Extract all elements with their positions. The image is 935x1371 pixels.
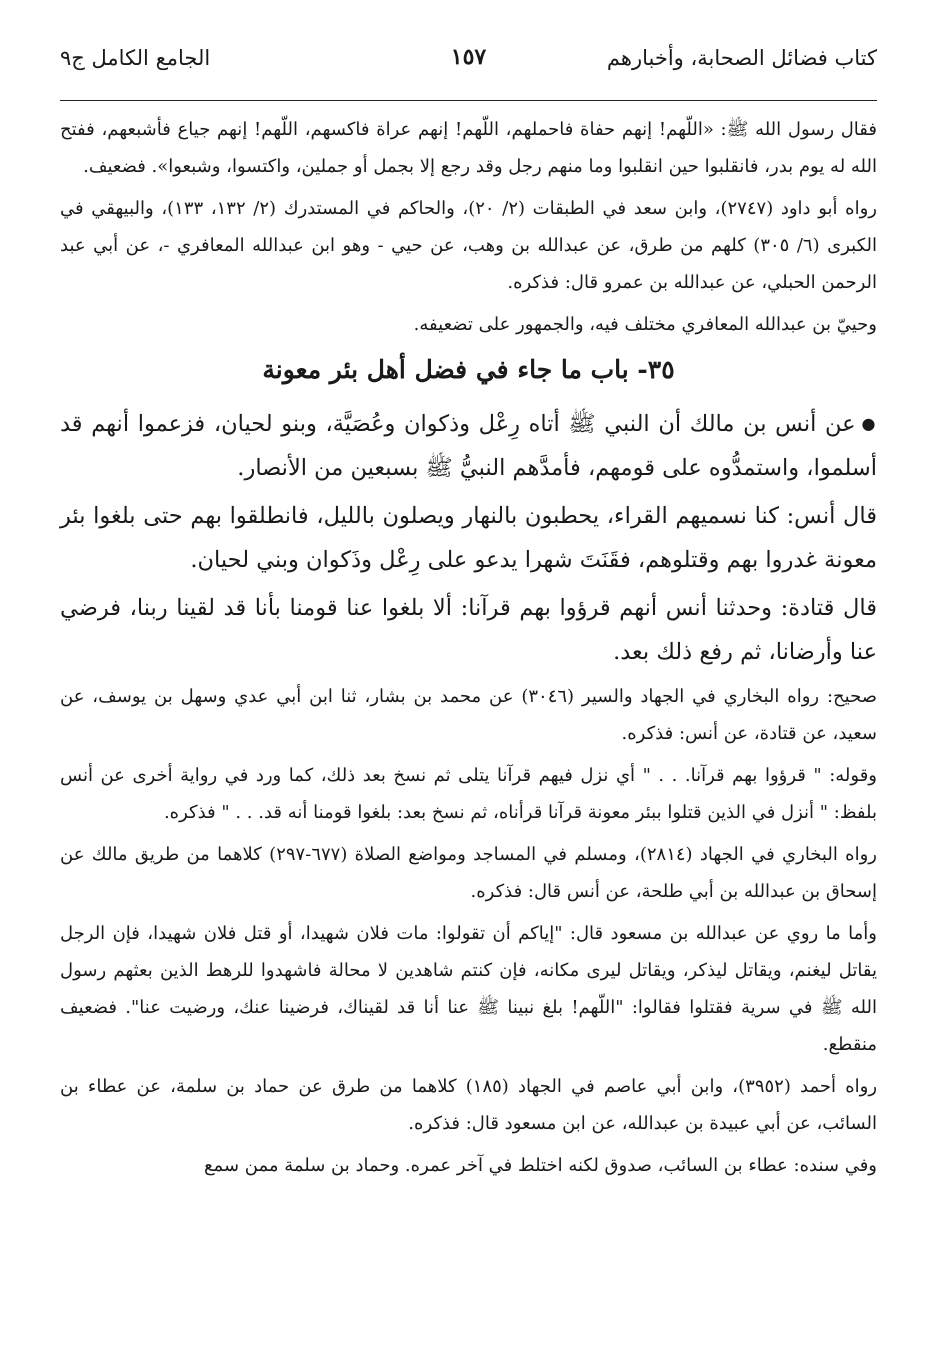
paragraph: صحيح: رواه البخاري في الجهاد والسير (٣٠٤٦) عن محمد بن بشار، ثنا ابن أبي عدي وسهل بن يوسف، عن سعيد، عن قتادة، عن أنس: فذكره. <box>60 686 877 744</box>
hadith-paragraph: قال أنس: كنا نسميهم القراء، يحطبون بالنهار ويصلون بالليل، فانطلقوا بهم حتى بلغوا بئر معونة غدروا بهم وقتلوهم، فقَنَتَ شهرا يدعو على رِعْل وذَكوان وبني لحيان. <box>60 503 877 573</box>
running-title: كتاب فضائل الصحابة، وأخبارهم <box>606 46 877 70</box>
hadith-paragraph: قال قتادة: وحدثنا أنس أنهم قرؤوا بهم قرآنا: ألا بلغوا عنا قومنا بأنا قد لقينا ربنا، فرضي عنا وأرضانا، ثم رفع ذلك بعد. <box>60 595 877 665</box>
hadith-text: عن أنس بن مالك أن النبي ﷺ أتاه رِعْل وذكوان وعُصَيَّة، وبنو لحيان، فزعموا أنهم قد أسلموا، واستمدُّوه على قومهم، فأمدَّهم النبيُّ ﷺ بسبعين من الأنصار. <box>60 411 877 481</box>
paragraph: وقوله: " قرؤوا بهم قرآنا. . . " أي نزل فيهم قرآنا يتلى ثم نسخ بعد ذلك، كما ورد في رواية أخرى عن أنس بلفظ: " أنزل في الذين قتلوا ببئر معونة قرآنا قرأناه، ثم نسخ بعد: بلغوا قومنا أنه قد. . . " فذكره. <box>60 765 877 823</box>
chapter-heading: ٣٥- باب ما جاء في فضل أهل بئر معونة <box>262 355 675 384</box>
paragraph: فقال رسول الله ﷺ: «اللّهم! إنهم حفاة فاحملهم، اللّهم! إنهم عراة فاكسهم، اللّهم! إنهم جياع فأشبعهم، ففتح الله له يوم بدر، فانقلبوا حين انقلبوا وما منهم رجل وقد رجع إلا بجمل أو جملين، واكتسوا، وشبعوا». فضعيف. <box>60 119 877 177</box>
paragraph: رواه أبو داود (٢٧٤٧)، وابن سعد في الطبقات (٢/ ٢٠)، والحاكم في المستدرك (٢/ ١٣٢، ١٣٣)، والبيهقي في الكبرى (٦/ ٣٠٥) كلهم من طرق، عن عبدالله بن وهب، عن حيي - وهو ابن عبدالله المعافري -، عن أبي عبد الرحمن الحبلي، عن عبدالله بن عمرو قال: فذكره. <box>60 198 877 293</box>
hadith-paragraph <box>60 402 877 490</box>
page-header <box>60 0 877 76</box>
page-number: ١٥٧ <box>450 44 487 70</box>
paragraph: رواه البخاري في الجهاد (٢٨١٤)، ومسلم في المساجد ومواضع الصلاة (٦٧٧-٢٩٧) كلاهما من طريق مالك عن إسحاق بن عبدالله بن أبي طلحة، عن أنس قال: فذكره. <box>60 844 877 902</box>
paragraph: وأما ما روي عن عبدالله بن مسعود قال: "إياكم أن تقولوا: مات فلان شهيدا، أو قتل فلان شهيدا، فإن الرجل يقاتل ليغنم، ويقاتل ليذكر، ويقاتل ليرى مكانه، فإن كنتم شاهدين لا محالة فاشهدوا للرهط الذين بعثهم رسول الله ﷺ في سرية فقتلوا فقالوا: "اللّهم! بلغ نبينا ﷺ عنا أنا قد لقيناك، فرضينا عنك، ورضيت عنا". فضعيف منقطع. <box>60 923 877 1055</box>
header-rule <box>60 100 877 101</box>
paragraph: رواه أحمد (٣٩٥٢)، وابن أبي عاصم في الجهاد (١٨٥) كلاهما من طرق عن حماد بن سلمة، عن عطاء بن السائب، عن أبي عبيدة بن عبدالله، عن ابن مسعود قال: فذكره. <box>60 1076 878 1134</box>
book-title: الجامع الكامل ج٩ <box>60 46 211 70</box>
bullet-icon: ● <box>861 414 877 433</box>
paragraph: وحييّ بن عبدالله المعافري مختلف فيه، والجمهور على تضعيفه. <box>413 314 877 335</box>
paragraph: وفي سنده: عطاء بن السائب، صدوق لكنه اختلط في آخر عمره. وحماد بن سلمة ممن سمع <box>203 1155 877 1176</box>
